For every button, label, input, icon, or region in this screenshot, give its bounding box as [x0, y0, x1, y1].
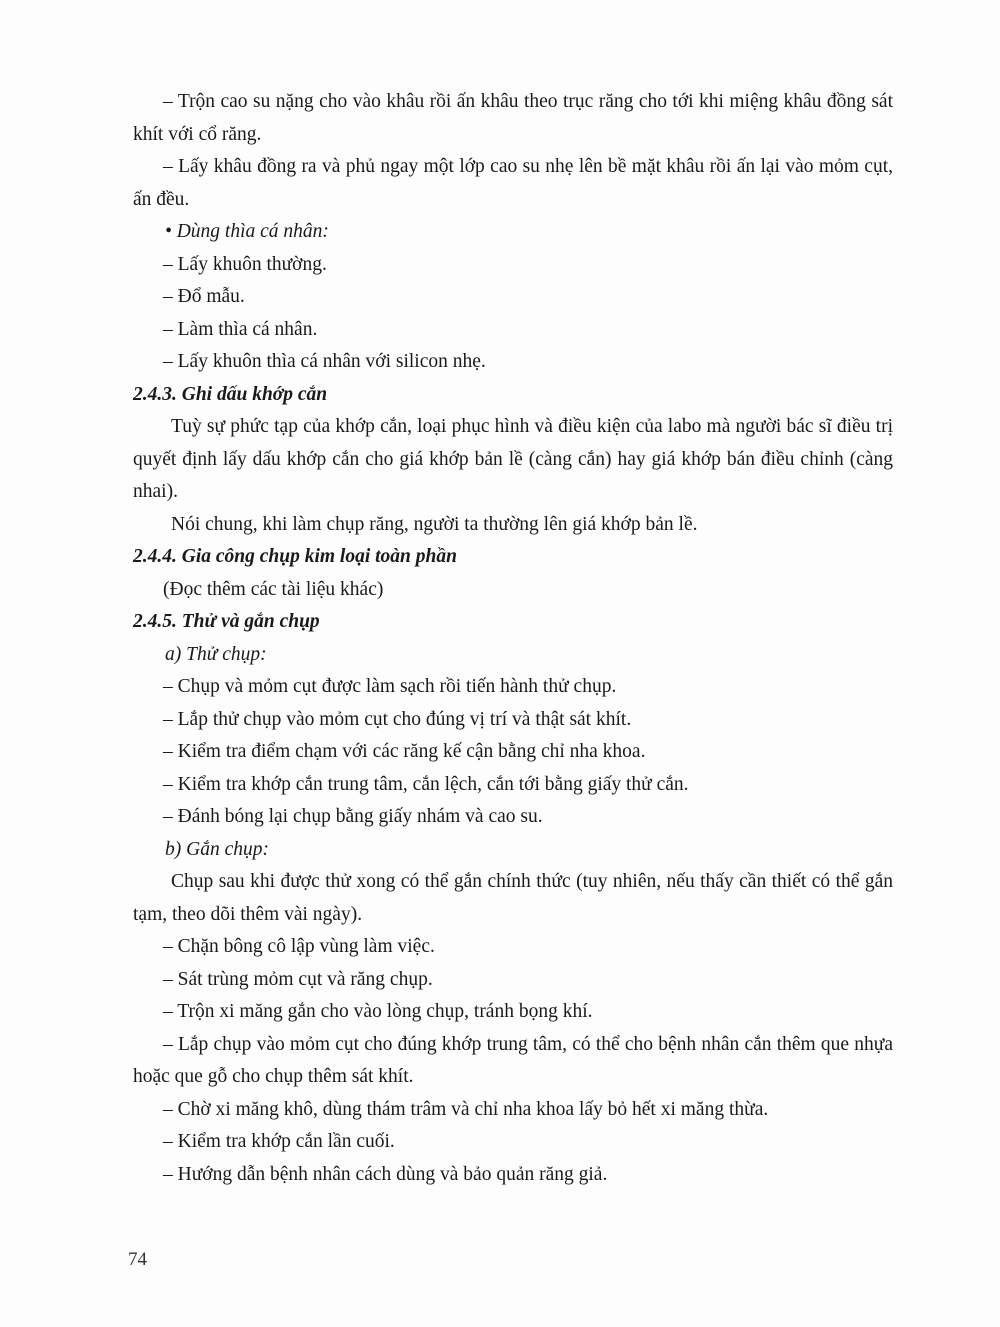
paragraph-cement-crown: Chụp sau khi được thử xong có thể gắn chính thức (tuy nhiên, nếu thấy cần thiết có thể gắn tạm, theo dõi thêm vài ngày).: [133, 871, 893, 925]
paragraph-mix-rubber: – Trộn cao su nặng cho vào khâu rồi ấn khâu theo trục răng cho tới khi miệng khâu đồng sát khít với cổ răng.: [133, 91, 893, 145]
list-item: – Sát trùng mỏm cụt và răng chụp.: [163, 968, 433, 990]
paragraph-hinge-articulator: Nói chung, khi làm chụp răng, người ta thường lên giá khớp bản lề.: [171, 513, 698, 535]
list-item: – Kiểm tra khớp cắn lần cuối.: [163, 1131, 395, 1152]
section-heading-2-4-5: 2.4.5. Thử và gắn chụp: [133, 611, 320, 632]
list-item: – Lấy khuôn thường.: [163, 253, 327, 275]
paragraph-read-more: (Đọc thêm các tài liệu khác): [163, 578, 384, 600]
list-item: – Chụp và mỏm cụt được làm sạch rồi tiến hành thử chụp.: [163, 676, 617, 697]
section-heading-2-4-4: 2.4.4. Gia công chụp kim loại toàn phần: [133, 546, 457, 567]
page-content: [133, 86, 893, 1191]
subheading-try-crown: a) Thử chụp:: [165, 643, 267, 665]
paragraph-seat-crown: – Lắp chụp vào mỏm cụt cho đúng khớp trung tâm, có thể cho bệnh nhân cắn thêm que nhựa hoặc que gỗ cho chụp thêm sát khít.: [133, 1033, 893, 1087]
list-item: – Hướng dẫn bệnh nhân cách dùng và bảo quản răng giả.: [163, 1163, 608, 1185]
paragraph-remove-copper-band: – Lấy khâu đồng ra và phủ ngay một lớp cao su nhẹ lên bề mặt khâu rồi ấn lại vào mỏm cụt, ấn đều.: [133, 156, 893, 210]
list-item: – Đổ mẫu.: [163, 286, 245, 307]
page-number: 74: [128, 1249, 147, 1270]
list-item: – Chặn bông cô lập vùng làm việc.: [163, 936, 435, 957]
list-item: – Đánh bóng lại chụp bằng giấy nhám và cao su.: [163, 806, 543, 827]
bullet-custom-tray-title: • Dùng thìa cá nhân:: [165, 221, 329, 242]
list-item: – Làm thìa cá nhân.: [163, 318, 318, 340]
section-heading-2-4-3: 2.4.3. Ghi dấu khớp cắn: [133, 383, 328, 405]
paragraph-bite-registration: Tuỳ sự phức tạp của khớp cắn, loại phục hình và điều kiện của labo mà người bác sĩ điều trị quyết định lấy dấu khớp cắn cho giá khớp bản lề (càng cắn) hay giá khớp bán điều chỉnh (càng nhai).: [133, 416, 893, 502]
list-item: – Kiểm tra điểm chạm với các răng kế cận bằng chỉ nha khoa.: [163, 741, 646, 762]
list-item: – Lắp thử chụp vào mỏm cụt cho đúng vị trí và thật sát khít.: [163, 708, 632, 730]
list-item: – Kiểm tra khớp cắn trung tâm, cắn lệch, cắn tới bằng giấy thử cắn.: [163, 773, 689, 795]
subheading-cement-crown: b) Gắn chụp:: [165, 838, 269, 860]
list-item: – Chờ xi măng khô, dùng thám trâm và chỉ nha khoa lấy bỏ hết xi măng thừa.: [163, 1098, 769, 1120]
list-item: – Lấy khuôn thìa cá nhân với silicon nhẹ.: [163, 351, 486, 372]
list-item: – Trộn xi măng gắn cho vào lòng chụp, tránh bọng khí.: [163, 1001, 593, 1022]
